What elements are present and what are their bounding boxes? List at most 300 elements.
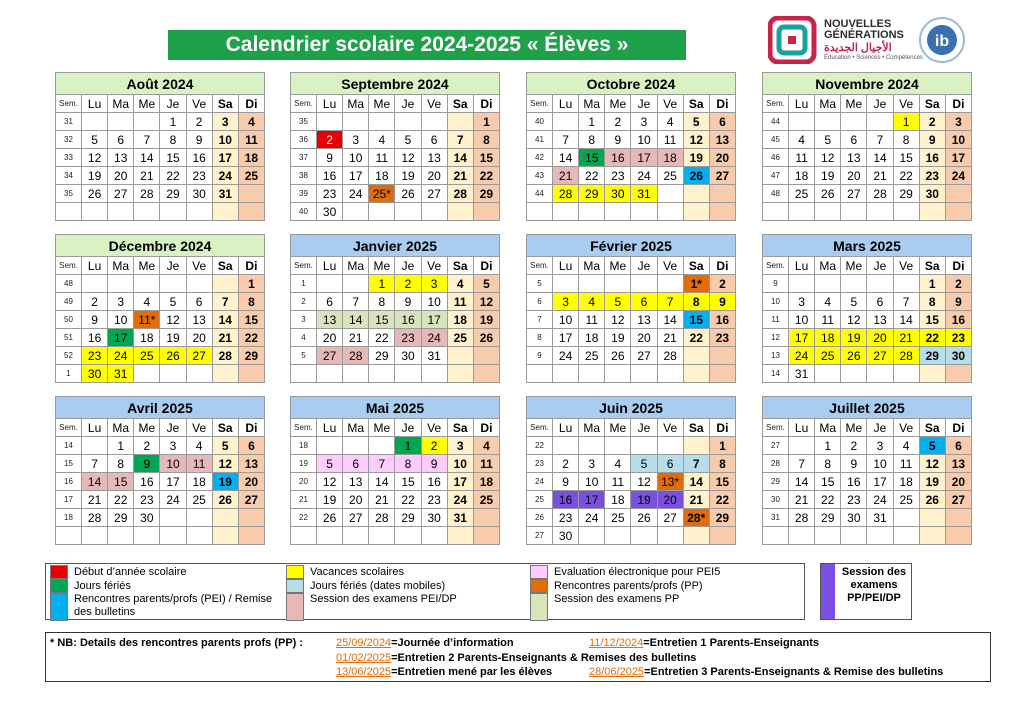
day-cell xyxy=(447,347,473,365)
week-row xyxy=(56,311,265,329)
day-cell xyxy=(683,527,709,545)
day-cell: 4 xyxy=(605,455,631,473)
day-cell: 27 xyxy=(867,347,893,365)
day-cell: 9 xyxy=(317,149,343,167)
day-cell xyxy=(553,365,579,383)
month-title: Décembre 2024 xyxy=(55,234,265,256)
weekday-header: Sa xyxy=(683,257,709,275)
month-calendar xyxy=(55,234,265,383)
weekday-header: Di xyxy=(473,257,499,275)
day-cell: 12 xyxy=(82,149,108,167)
day-cell: 1 xyxy=(395,437,421,455)
day-cell xyxy=(893,365,919,383)
day-cell: 29 xyxy=(579,185,605,203)
week-row xyxy=(527,527,736,545)
day-cell: 9 xyxy=(605,131,631,149)
day-cell: 16 xyxy=(709,311,735,329)
day-cell: 10 xyxy=(160,455,186,473)
day-cell xyxy=(395,527,421,545)
weekday-header: Sa xyxy=(683,419,709,437)
weekday-header: Ve xyxy=(657,95,683,113)
day-cell: 15 xyxy=(108,473,134,491)
day-cell: 23 xyxy=(919,167,945,185)
day-cell: 7 xyxy=(447,131,473,149)
day-cell xyxy=(108,275,134,293)
weekday-header: Me xyxy=(369,257,395,275)
week-row xyxy=(56,491,265,509)
day-cell: 13* xyxy=(657,473,683,491)
day-cell: 16 xyxy=(395,311,421,329)
week-number: 51 xyxy=(56,329,82,347)
legend-swatch-exam-pp xyxy=(530,593,548,621)
day-cell: 19 xyxy=(82,167,108,185)
weekday-header: Ma xyxy=(108,257,134,275)
day-cell xyxy=(134,113,160,131)
day-cell xyxy=(108,113,134,131)
day-cell: 31 xyxy=(421,347,447,365)
day-cell: 6 xyxy=(945,437,971,455)
day-cell: 29 xyxy=(893,185,919,203)
day-cell xyxy=(815,113,841,131)
day-cell: 24 xyxy=(553,347,579,365)
week-number: 33 xyxy=(56,149,82,167)
weekday-header: Di xyxy=(709,95,735,113)
day-cell: 14 xyxy=(447,149,473,167)
month-table xyxy=(290,418,500,545)
week-row xyxy=(527,113,736,131)
day-cell: 24 xyxy=(421,329,447,347)
week-number: 26 xyxy=(527,509,553,527)
day-cell: 9 xyxy=(919,131,945,149)
day-cell: 5 xyxy=(631,455,657,473)
day-cell xyxy=(709,365,735,383)
weekday-header: Je xyxy=(395,419,421,437)
day-cell: 13 xyxy=(631,311,657,329)
week-number: 47 xyxy=(763,167,789,185)
month-title: Janvier 2025 xyxy=(290,234,500,256)
note-intro: * NB: Details des rencontres parents profs (PP) : xyxy=(50,637,304,649)
day-cell: 12 xyxy=(683,131,709,149)
week-number: 34 xyxy=(56,167,82,185)
week-row xyxy=(527,347,736,365)
weekday-header: Ve xyxy=(421,419,447,437)
day-cell: 4 xyxy=(579,293,605,311)
day-cell xyxy=(815,203,841,221)
day-cell: 25 xyxy=(579,347,605,365)
logo-line1: NOUVELLES xyxy=(824,18,892,30)
legend-item-ferie-mobile xyxy=(286,579,526,593)
day-cell: 19 xyxy=(395,167,421,185)
day-cell: 11 xyxy=(605,473,631,491)
weekday-header: Me xyxy=(841,257,867,275)
day-cell xyxy=(657,203,683,221)
week-number-header: Sem. xyxy=(527,419,553,437)
month-title: Mars 2025 xyxy=(762,234,972,256)
weekday-header-row xyxy=(763,419,972,437)
weekday-header: Sa xyxy=(212,95,238,113)
day-cell: 4 xyxy=(134,293,160,311)
legend-label-session: Session des examens PP/PEI/DP xyxy=(841,566,907,604)
day-cell: 6 xyxy=(709,113,735,131)
weekday-header: Lu xyxy=(553,95,579,113)
note-item-5 xyxy=(589,666,943,678)
day-cell: 4 xyxy=(238,113,264,131)
week-number: 32 xyxy=(56,131,82,149)
week-number xyxy=(527,365,553,383)
week-row xyxy=(763,293,972,311)
note-text-3: =Entretien 2 Parents-Enseignants & Remises des bulletins xyxy=(391,652,697,664)
day-cell xyxy=(841,275,867,293)
day-cell: 6 xyxy=(317,293,343,311)
week-number: 12 xyxy=(763,329,789,347)
day-cell: 29 xyxy=(108,509,134,527)
day-cell: 30 xyxy=(553,527,579,545)
day-cell: 23 xyxy=(841,491,867,509)
week-row xyxy=(527,329,736,347)
week-number: 2 xyxy=(291,293,317,311)
day-cell: 5 xyxy=(919,437,945,455)
day-cell: 20 xyxy=(108,167,134,185)
day-cell: 2 xyxy=(134,437,160,455)
day-cell xyxy=(238,509,264,527)
day-cell: 30 xyxy=(919,185,945,203)
day-cell: 8 xyxy=(238,293,264,311)
week-row xyxy=(763,203,972,221)
weekday-header: Je xyxy=(867,95,893,113)
day-cell: 25 xyxy=(605,509,631,527)
weekday-header: Ma xyxy=(815,95,841,113)
week-number: 19 xyxy=(291,455,317,473)
day-cell: 3 xyxy=(447,437,473,455)
day-cell xyxy=(212,527,238,545)
day-cell: 25 xyxy=(186,491,212,509)
week-number: 15 xyxy=(56,455,82,473)
day-cell: 26 xyxy=(815,185,841,203)
weekday-header: Sa xyxy=(683,95,709,113)
day-cell: 19 xyxy=(212,473,238,491)
day-cell: 5 xyxy=(212,437,238,455)
note-text-5: =Entretien 3 Parents-Enseignants & Remise des bulletins xyxy=(644,666,944,678)
month-table xyxy=(290,256,500,383)
day-cell: 10 xyxy=(212,131,238,149)
day-cell: 5 xyxy=(395,131,421,149)
day-cell: 12 xyxy=(605,311,631,329)
week-row xyxy=(291,509,500,527)
day-cell: 11* xyxy=(134,311,160,329)
day-cell: 16 xyxy=(134,473,160,491)
week-number: 6 xyxy=(527,293,553,311)
legend-label-exam-pei-dp: Session des examens PEI/DP xyxy=(310,593,457,605)
day-cell xyxy=(421,527,447,545)
weekday-header: Lu xyxy=(789,95,815,113)
week-number: 25 xyxy=(527,491,553,509)
day-cell: 1 xyxy=(473,113,499,131)
day-cell: 8 xyxy=(579,131,605,149)
week-row xyxy=(56,113,265,131)
week-number: 45 xyxy=(763,131,789,149)
day-cell: 30 xyxy=(421,509,447,527)
day-cell: 17 xyxy=(447,473,473,491)
weekday-header: Je xyxy=(631,95,657,113)
month-calendar xyxy=(290,396,500,545)
day-cell: 7 xyxy=(553,131,579,149)
week-number: 17 xyxy=(56,491,82,509)
day-cell: 19 xyxy=(919,473,945,491)
day-cell xyxy=(160,365,186,383)
day-cell xyxy=(553,437,579,455)
day-cell: 17 xyxy=(108,329,134,347)
week-number: 31 xyxy=(763,509,789,527)
week-row xyxy=(291,329,500,347)
day-cell: 27 xyxy=(657,509,683,527)
weekday-header: Ma xyxy=(579,419,605,437)
day-cell: 19 xyxy=(317,491,343,509)
day-cell xyxy=(893,509,919,527)
weekday-header-row xyxy=(291,257,500,275)
day-cell: 26 xyxy=(473,329,499,347)
weekday-header-row xyxy=(56,95,265,113)
week-row xyxy=(291,293,500,311)
day-cell: 28 xyxy=(82,509,108,527)
day-cell xyxy=(631,527,657,545)
day-cell: 19 xyxy=(841,329,867,347)
weekday-header: Di xyxy=(238,257,264,275)
day-cell: 3 xyxy=(343,131,369,149)
weekday-header: Me xyxy=(134,95,160,113)
day-cell xyxy=(134,527,160,545)
note-item-2 xyxy=(589,637,819,649)
day-cell xyxy=(919,527,945,545)
day-cell xyxy=(553,113,579,131)
day-cell xyxy=(212,275,238,293)
week-row xyxy=(763,527,972,545)
week-number: 37 xyxy=(291,149,317,167)
day-cell: 28 xyxy=(134,185,160,203)
week-row xyxy=(527,167,736,185)
day-cell: 23 xyxy=(82,347,108,365)
weekday-header: Ve xyxy=(421,95,447,113)
day-cell: 11 xyxy=(238,131,264,149)
week-row xyxy=(291,491,500,509)
weekday-header: Je xyxy=(395,257,421,275)
day-cell xyxy=(186,203,212,221)
weekday-header: Me xyxy=(369,95,395,113)
day-cell: 1* xyxy=(683,275,709,293)
day-cell xyxy=(867,527,893,545)
day-cell: 22 xyxy=(238,329,264,347)
day-cell: 11 xyxy=(447,293,473,311)
week-row xyxy=(763,311,972,329)
day-cell xyxy=(553,275,579,293)
day-cell: 28 xyxy=(343,347,369,365)
week-row xyxy=(527,473,736,491)
day-cell: 7 xyxy=(867,131,893,149)
day-cell: 11 xyxy=(789,149,815,167)
day-cell: 12 xyxy=(631,473,657,491)
day-cell: 22 xyxy=(579,167,605,185)
day-cell: 13 xyxy=(867,311,893,329)
day-cell xyxy=(108,527,134,545)
day-cell: 23 xyxy=(134,491,160,509)
day-cell: 27 xyxy=(317,347,343,365)
weekday-header: Di xyxy=(709,257,735,275)
weekday-header: Di xyxy=(945,419,971,437)
weekday-header: Me xyxy=(134,419,160,437)
week-row xyxy=(291,113,500,131)
month-calendar xyxy=(55,72,265,221)
week-number: 40 xyxy=(291,203,317,221)
day-cell: 26 xyxy=(605,347,631,365)
day-cell: 7 xyxy=(369,455,395,473)
day-cell: 31 xyxy=(867,509,893,527)
week-number: 4 xyxy=(291,329,317,347)
week-number xyxy=(763,203,789,221)
day-cell xyxy=(343,365,369,383)
day-cell xyxy=(605,437,631,455)
day-cell xyxy=(579,365,605,383)
week-number: 22 xyxy=(527,437,553,455)
day-cell: 6 xyxy=(867,293,893,311)
day-cell: 24 xyxy=(447,491,473,509)
day-cell xyxy=(447,365,473,383)
day-cell: 16 xyxy=(317,167,343,185)
day-cell xyxy=(317,527,343,545)
weekday-header: Lu xyxy=(82,257,108,275)
month-title: Septembre 2024 xyxy=(290,72,500,94)
day-cell xyxy=(945,365,971,383)
day-cell: 2 xyxy=(709,275,735,293)
day-cell: 23 xyxy=(186,167,212,185)
day-cell: 4 xyxy=(789,131,815,149)
day-cell: 8 xyxy=(395,455,421,473)
day-cell: 6 xyxy=(657,455,683,473)
week-number: 50 xyxy=(56,311,82,329)
week-number: 44 xyxy=(527,185,553,203)
day-cell: 30 xyxy=(317,203,343,221)
week-number-header: Sem. xyxy=(527,95,553,113)
day-cell: 14 xyxy=(369,473,395,491)
day-cell: 29 xyxy=(709,509,735,527)
weekday-header: Lu xyxy=(789,419,815,437)
week-row xyxy=(291,527,500,545)
day-cell: 28 xyxy=(212,347,238,365)
legend-item-eval xyxy=(530,565,800,579)
day-cell: 31 xyxy=(631,185,657,203)
day-cell: 6 xyxy=(841,131,867,149)
legend-item-start xyxy=(50,565,280,579)
note-item-4 xyxy=(336,666,552,678)
legend-swatch-ferie-mobile xyxy=(286,579,304,593)
day-cell: 3 xyxy=(421,275,447,293)
day-cell xyxy=(447,203,473,221)
day-cell xyxy=(553,203,579,221)
day-cell: 14 xyxy=(134,149,160,167)
weekday-header-row xyxy=(527,419,736,437)
weekday-header: Sa xyxy=(447,95,473,113)
day-cell: 23 xyxy=(421,491,447,509)
month-table xyxy=(55,418,265,545)
week-number-header: Sem. xyxy=(763,419,789,437)
day-cell: 28* xyxy=(683,509,709,527)
weekday-header-row xyxy=(56,419,265,437)
weekday-header: Je xyxy=(160,257,186,275)
day-cell xyxy=(789,113,815,131)
day-cell xyxy=(841,365,867,383)
day-cell: 7 xyxy=(893,293,919,311)
day-cell: 22 xyxy=(709,491,735,509)
day-cell: 26 xyxy=(395,185,421,203)
day-cell xyxy=(473,203,499,221)
day-cell xyxy=(789,527,815,545)
week-row xyxy=(763,365,972,383)
month-calendar xyxy=(762,234,972,383)
legend-label-pp: Rencontres parents/profs (PP) xyxy=(554,580,703,592)
day-cell xyxy=(82,275,108,293)
day-cell: 24 xyxy=(867,491,893,509)
day-cell: 2 xyxy=(841,437,867,455)
day-cell: 24 xyxy=(108,347,134,365)
week-row xyxy=(763,509,972,527)
day-cell: 14 xyxy=(789,473,815,491)
day-cell: 28 xyxy=(893,347,919,365)
weekday-header: Di xyxy=(945,257,971,275)
week-number xyxy=(527,203,553,221)
day-cell xyxy=(683,365,709,383)
day-cell xyxy=(789,275,815,293)
day-cell xyxy=(238,185,264,203)
week-number: 23 xyxy=(527,455,553,473)
day-cell: 10 xyxy=(945,131,971,149)
day-cell: 9 xyxy=(134,455,160,473)
week-number: 5 xyxy=(291,347,317,365)
day-cell: 17 xyxy=(421,311,447,329)
week-number: 8 xyxy=(527,329,553,347)
day-cell xyxy=(369,437,395,455)
week-row xyxy=(56,203,265,221)
day-cell: 30 xyxy=(605,185,631,203)
day-cell: 3 xyxy=(789,293,815,311)
day-cell: 25 xyxy=(447,329,473,347)
day-cell xyxy=(867,203,893,221)
day-cell: 7 xyxy=(343,293,369,311)
day-cell: 21 xyxy=(134,167,160,185)
day-cell: 28 xyxy=(369,509,395,527)
legend-swatch-exam-pei-dp xyxy=(286,593,304,621)
day-cell: 18 xyxy=(815,329,841,347)
day-cell xyxy=(579,275,605,293)
day-cell: 13 xyxy=(945,455,971,473)
day-cell: 29 xyxy=(238,347,264,365)
day-cell: 22 xyxy=(893,167,919,185)
weekday-header: Ma xyxy=(343,419,369,437)
day-cell: 27 xyxy=(421,185,447,203)
day-cell xyxy=(447,113,473,131)
day-cell: 2 xyxy=(317,131,343,149)
day-cell: 17 xyxy=(945,149,971,167)
weekday-header: Ve xyxy=(657,257,683,275)
day-cell: 21 xyxy=(893,329,919,347)
week-number: 24 xyxy=(527,473,553,491)
week-row xyxy=(527,365,736,383)
day-cell xyxy=(709,185,735,203)
month-table xyxy=(290,94,500,221)
legend-item-exam-pei-dp xyxy=(286,593,526,621)
day-cell: 19 xyxy=(815,167,841,185)
day-cell: 24 xyxy=(160,491,186,509)
week-row xyxy=(763,131,972,149)
weekday-header: Ve xyxy=(893,257,919,275)
day-cell: 6 xyxy=(186,293,212,311)
